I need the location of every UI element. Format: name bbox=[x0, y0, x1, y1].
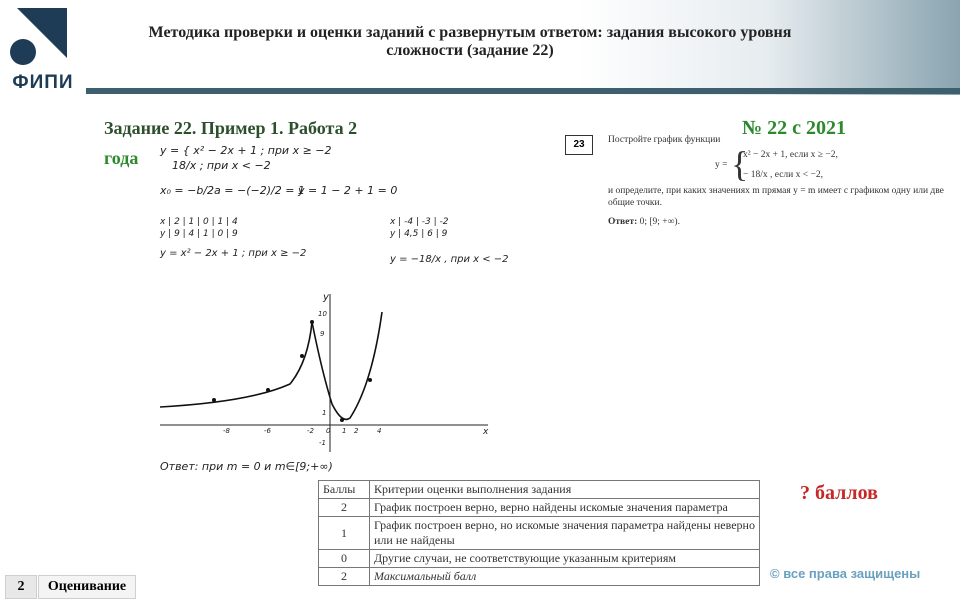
graph-tick-y: -1 bbox=[319, 439, 326, 447]
slide-number: 2 bbox=[5, 575, 37, 599]
graph-tick-x: -6 bbox=[264, 427, 271, 435]
handwritten-solution bbox=[150, 132, 545, 480]
problem-system bbox=[715, 146, 865, 190]
hw-vertex-calc: x₀ = −b/2a = −(−2)/2 = 1 bbox=[160, 184, 305, 197]
graph-point bbox=[212, 398, 216, 402]
copyright-text: © все права защищены bbox=[770, 566, 921, 581]
problem-case2: − 18/x , если x < −2, bbox=[743, 170, 823, 180]
graph-point bbox=[340, 418, 344, 422]
criteria-header-score: Баллы bbox=[319, 481, 370, 499]
task-reference: № 22 с 2021 bbox=[742, 117, 846, 139]
criteria-table bbox=[318, 480, 760, 586]
graph-tick-x: -8 bbox=[223, 427, 230, 435]
problem-answer bbox=[608, 217, 680, 227]
problem-case1: x² − 2x + 1, если x ≥ −2, bbox=[743, 150, 838, 160]
header-divider bbox=[86, 88, 960, 94]
points-label: ? баллов bbox=[800, 482, 878, 504]
hw-table2-y: y | 4,5 | 6 | 9 bbox=[390, 229, 448, 239]
criteria-score: 2 bbox=[319, 499, 370, 517]
hw-vertex-y: y = 1 − 2 + 1 = 0 bbox=[298, 184, 398, 197]
graph-point bbox=[310, 320, 314, 324]
criteria-header-text: Критерии оценки выполнения задания bbox=[370, 481, 760, 499]
task-year: года bbox=[104, 148, 139, 168]
criteria-text: Максимальный балл bbox=[370, 568, 760, 586]
graph-tick-x: 1 bbox=[342, 427, 347, 435]
graph-tick-x: 0 bbox=[326, 427, 331, 435]
graph-x-label: x bbox=[483, 427, 489, 437]
problem-y-label: y = bbox=[715, 160, 728, 170]
problem-number: 23 bbox=[565, 135, 593, 155]
graph-tick-x: 2 bbox=[354, 427, 359, 435]
hw-system-line2: 18/x ; при x < −2 bbox=[172, 159, 271, 172]
problem-answer-value: 0; [9; +∞). bbox=[639, 217, 680, 227]
hw-table2-x: x | -4 | -3 | -2 bbox=[390, 217, 449, 227]
table-row bbox=[319, 499, 760, 517]
page-title: Методика проверки и оценки заданий с развернутым ответом: задания высокого уровня сложности (задание 22) bbox=[148, 24, 792, 59]
graph-tick-y: 9 bbox=[320, 330, 325, 338]
task-title: Задание 22. Пример 1. Работа 2 bbox=[104, 118, 358, 138]
criteria-score: 2 bbox=[319, 568, 370, 586]
graph-point bbox=[266, 388, 270, 392]
hw-table1-y: y | 9 | 4 | 1 | 0 | 9 bbox=[160, 229, 238, 239]
hw-parabola-label: y = x² − 2x + 1 ; при x ≥ −2 bbox=[160, 248, 307, 259]
header bbox=[0, 0, 960, 95]
table-row bbox=[319, 550, 760, 568]
criteria-header-row bbox=[319, 481, 760, 499]
table-row bbox=[319, 568, 760, 586]
problem-statement bbox=[565, 132, 950, 242]
fipi-logo-icon bbox=[9, 8, 67, 66]
table-row bbox=[319, 517, 760, 550]
graph-y-label: y bbox=[323, 292, 329, 303]
problem-answer-label: Ответ: bbox=[608, 217, 638, 227]
logo-text: ФИПИ bbox=[12, 72, 74, 93]
graph-tick-x: -2 bbox=[307, 427, 314, 435]
criteria-text: График построен верно, но искомые значения параметра найдены неверно или не найдены bbox=[370, 517, 760, 550]
problem-line1: Постройте график функции bbox=[608, 135, 721, 145]
hw-table1-x: x | 2 | 1 | 0 | 1 | 4 bbox=[160, 217, 238, 227]
section-label[interactable]: Оценивание bbox=[38, 575, 136, 599]
hw-hyperbola-label: y = −18/x , при x < −2 bbox=[390, 254, 509, 265]
graph-tick-y: 10 bbox=[318, 310, 327, 318]
graph-tick-x: 4 bbox=[377, 427, 382, 435]
brace-icon: { bbox=[731, 144, 749, 184]
criteria-text: Другие случаи, не соответствующие указанным критериям bbox=[370, 550, 760, 568]
hw-answer: Ответ: при m = 0 и m∈[9;+∞) bbox=[160, 460, 333, 473]
hw-system-line1: y = { x² − 2x + 1 ; при x ≥ −2 bbox=[160, 144, 332, 157]
graph-tick-y: 1 bbox=[322, 409, 327, 417]
criteria-text: График построен верно, верно найдены искомые значения параметра bbox=[370, 499, 760, 517]
criteria-score: 0 bbox=[319, 550, 370, 568]
graph-parabola-curve bbox=[312, 312, 382, 419]
problem-line2: и определите, при каких значениях m прямая y = m имеет с графиком одну или две общие точки. bbox=[608, 186, 944, 208]
fipi-logo bbox=[0, 0, 86, 108]
criteria-score: 1 bbox=[319, 517, 370, 550]
graph-point bbox=[368, 378, 372, 382]
graph-hyperbola-curve bbox=[160, 322, 312, 407]
graph-point bbox=[300, 354, 304, 358]
